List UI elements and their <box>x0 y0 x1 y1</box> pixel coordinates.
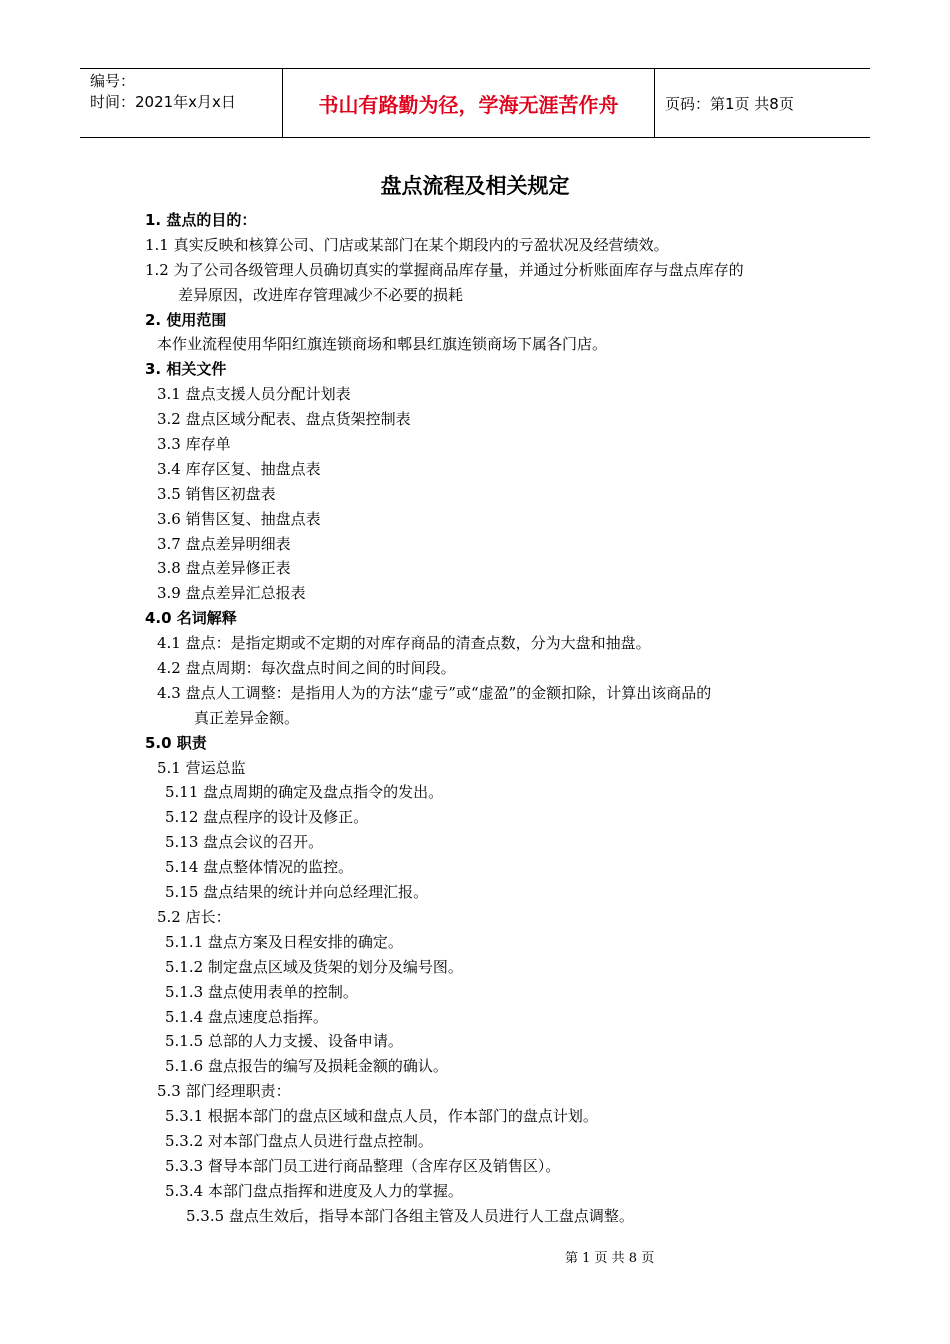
text-line: 3.6 销售区复、抽盘点表 <box>157 509 321 528</box>
text-line: 4.1 盘点：是指定期或不定期的对库存商品的清查点数，分为大盘和抽盘。 <box>157 634 651 653</box>
header-page-info: 页码：第1页 共8页 <box>665 94 794 113</box>
header-meta <box>80 69 282 137</box>
text-line: 5.1 营运总监 <box>157 758 246 777</box>
document-header <box>80 68 870 138</box>
text-line: 5.3.1 根据本部门的盘点区域和盘点人员，作本部门的盘点计划。 <box>165 1107 598 1126</box>
document-body <box>0 208 950 1229</box>
text-line: 3.8 盘点差异修正表 <box>157 559 291 578</box>
text-line: 3.1 盘点支援人员分配计划表 <box>157 385 351 404</box>
text-line: 5.15 盘点结果的统计并向总经理汇报。 <box>165 883 429 902</box>
text-line: 5.14 盘点整体情况的监控。 <box>165 858 354 877</box>
text-line: 3.2 盘点区域分配表、盘点货架控制表 <box>157 410 411 429</box>
text-line: 4.2 盘点周期：每次盘点时间之间的时间段。 <box>157 659 456 678</box>
section-heading: 4.0 名词解释 <box>145 609 237 628</box>
section-heading: 2. 使用范围 <box>145 310 227 329</box>
text-line: 5.1.3 盘点使用表单的控制。 <box>165 982 358 1001</box>
time-label: 时间：2021年x月x日 <box>90 93 236 111</box>
text-line: 5.1.2 制定盘点区域及货架的划分及编号图。 <box>165 957 463 976</box>
text-line: 5.11 盘点周期的确定及盘点指令的发出。 <box>165 783 444 802</box>
text-line: 5.1.6 盘点报告的编写及损耗金额的确认。 <box>165 1057 448 1076</box>
text-line: 差异原因，改进库存管理减少不必要的损耗 <box>178 285 464 304</box>
text-line: 1.2 为了公司各级管理人员确切真实的掌握商品库存量，并通过分析账面库存与盘点库存的 <box>145 260 744 279</box>
text-line: 5.1.4 盘点速度总指挥。 <box>165 1007 328 1026</box>
text-line: 5.3.5 盘点生效后，指导本部门各组主管及人员进行人工盘点调整。 <box>186 1206 634 1225</box>
text-line: 3.4 库存区复、抽盘点表 <box>157 459 321 478</box>
text-line: 5.12 盘点程序的设计及修正。 <box>165 808 369 827</box>
text-line: 5.3.3 督导本部门员工进行商品整理（含库存区及销售区）。 <box>165 1156 561 1175</box>
text-line: 本作业流程使用华阳红旗连锁商场和郫县红旗连锁商场下属各门店。 <box>157 335 608 354</box>
text-line: 5.2 店长： <box>157 907 231 926</box>
document-title: 盘点流程及相关规定 <box>380 174 570 198</box>
text-line: 3.9 盘点差异汇总报表 <box>157 584 306 603</box>
number-label: 编号： <box>90 72 136 90</box>
text-line: 5.3.4 本部门盘点指挥和进度及人力的掌握。 <box>165 1181 463 1200</box>
section-heading: 3. 相关文件 <box>145 360 227 379</box>
text-line: 3.7 盘点差异明细表 <box>157 534 291 553</box>
text-line: 4.3 盘点人工调整：是指用人为的方法“虚亏”或“虚盈”的金额扣除，计算出该商品的 <box>157 683 712 702</box>
section-heading: 5.0 职责 <box>145 733 207 752</box>
text-line: 5.3.2 对本部门盘点人员进行盘点控制。 <box>165 1131 433 1150</box>
page-footer: 第 1 页 共 8 页 <box>565 1251 655 1266</box>
text-line: 1.1 真实反映和核算公司、门店或某部门在某个期段内的亏盈状况及经营绩效。 <box>145 235 669 254</box>
text-line: 5.1.1 盘点方案及日程安排的确定。 <box>165 932 403 951</box>
text-line: 5.3 部门经理职责： <box>157 1082 291 1101</box>
text-line: 3.3 库存单 <box>157 435 231 454</box>
text-line: 5.13 盘点会议的召开。 <box>165 833 324 852</box>
text-line: 真正差异金额。 <box>194 708 300 727</box>
text-line: 3.5 销售区初盘表 <box>157 484 276 503</box>
section-heading: 1. 盘点的目的： <box>145 211 257 229</box>
header-motto: 书山有路勤为径，学海无涯苦作舟 <box>282 69 655 137</box>
text-line: 5.1.5 总部的人力支援、设备申请。 <box>165 1032 403 1051</box>
